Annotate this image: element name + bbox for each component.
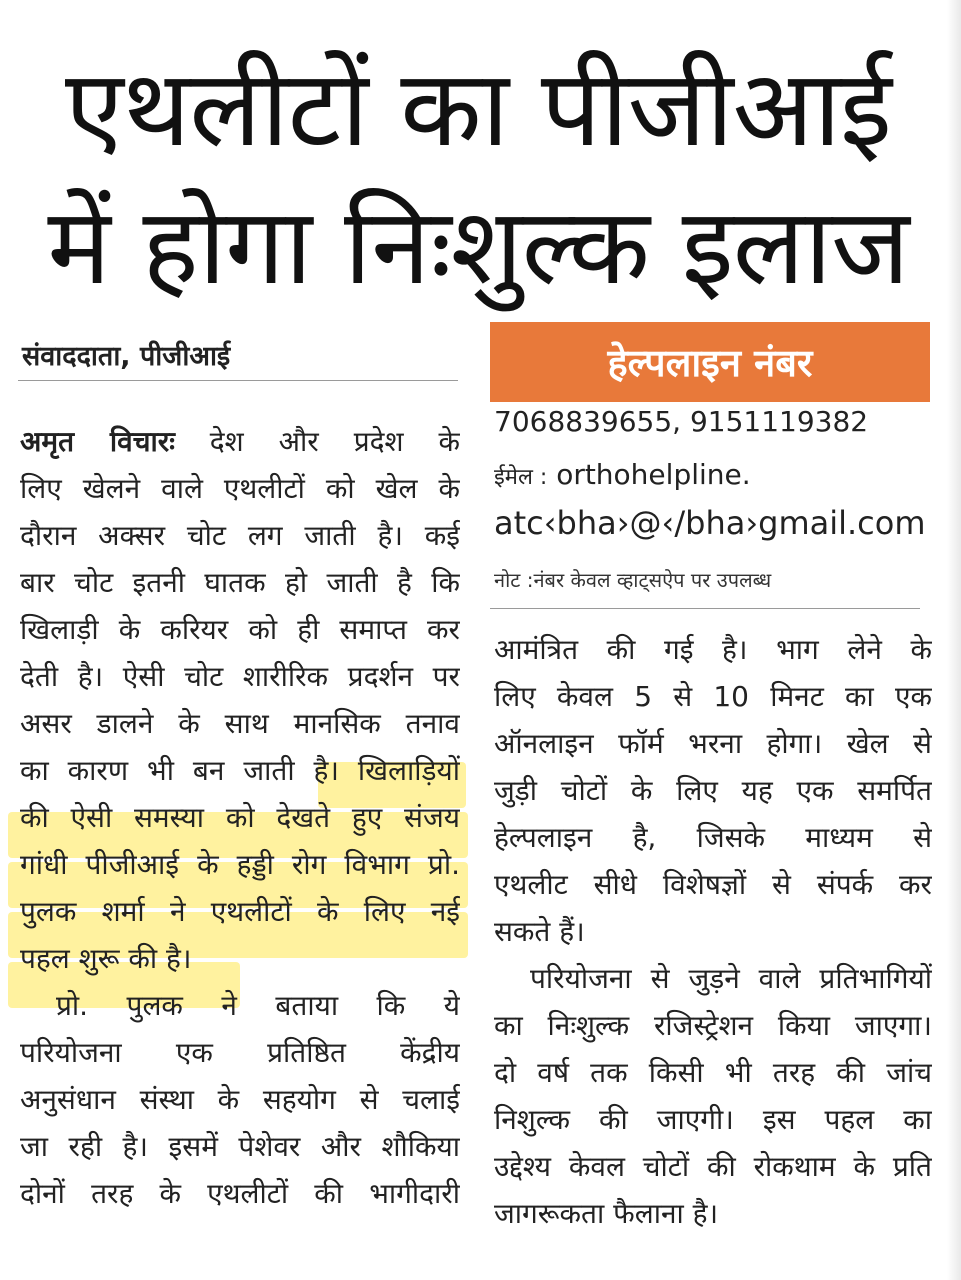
headline-line-1: एथलीटों का पीजीआई xyxy=(65,47,891,170)
text-line: परियोजना एक प्रतिष्ठित केंद्रीय xyxy=(20,1036,460,1069)
text-line: एथलीट सीधे विशेषज्ञों से संपर्क कर xyxy=(494,868,932,901)
headline-line-2: में होगा निःशुल्क इलाज xyxy=(47,185,909,308)
helpline-email-line-2: atc‹bha›@‹/bha›gmail.com xyxy=(494,504,926,542)
text-line: सकते हैं। xyxy=(494,915,585,948)
text-line: हेल्पलाइन है, जिसके माध्यम से xyxy=(494,821,932,854)
text-line: निशुल्क की जाएगी। इस पहल का xyxy=(494,1103,932,1136)
text-line: खिलाड़ी के करियर को ही समाप्त कर xyxy=(20,613,460,646)
helpline-note: नोट :नंबर केवल व्हाट्सऐप पर उपलब्ध xyxy=(494,568,772,592)
text-line: लिए खेलने वाले एथलीटों को खेल के xyxy=(20,472,460,505)
text-line: जा रही है। इसमें पेशेवर और शौकिया xyxy=(20,1130,460,1163)
text-line: दोनों तरह के एथलीटों की भागीदारी xyxy=(20,1177,460,1210)
byline: संवाददाता, पीजीआई xyxy=(22,341,231,372)
email-text-1: orthohelpline. xyxy=(556,458,751,491)
text-line: गांधी पीजीआई के हड्डी रोग विभाग प्रो. xyxy=(20,848,460,881)
text-line: देती है। ऐसी चोट शारीरिक प्रदर्शन पर xyxy=(20,660,460,693)
text-line: प्रो. पुलक ने बताया कि ये xyxy=(56,989,460,1022)
text-line: का निःशुल्क रजिस्ट्रेशन किया जाएगा। xyxy=(494,1009,932,1042)
page-edge-shadow xyxy=(947,0,961,1280)
right-column xyxy=(494,626,932,1237)
text-line: पहल शुरू की है। xyxy=(20,942,192,975)
text-line: दौरान अक्सर चोट लग जाती है। कई xyxy=(20,519,460,552)
left-column xyxy=(20,418,460,1217)
text-line: दो वर्ष तक किसी भी तरह की जांच xyxy=(494,1056,932,1089)
text-line: आमंत्रित की गई है। भाग लेने के xyxy=(494,633,932,666)
helpline-divider xyxy=(490,608,920,609)
helpline-title-box: हेल्पलाइन नंबर xyxy=(490,322,930,402)
text-line: का कारण भी बन जाती है। खिलाड़ियों xyxy=(20,754,460,787)
text-line: पुलक शर्मा ने एथलीटों के लिए नई xyxy=(20,895,460,928)
byline-divider xyxy=(18,380,458,381)
text-line: अनुसंधान संस्था के सहयोग से चलाई xyxy=(20,1083,460,1116)
text-line: जुड़ी चोटों के लिए यह एक समर्पित xyxy=(494,774,932,807)
helpline-email-line-1 xyxy=(494,458,751,491)
text-line: की ऐसी समस्या को देखते हुए संजय xyxy=(20,801,460,834)
text-line: ऑनलाइन फॉर्म भरना होगा। खेल से xyxy=(494,727,932,760)
email-label: ईमेल : xyxy=(494,465,548,490)
lead-label: अमृत विचारः xyxy=(20,425,175,458)
helpline-phones: 7068839655, 9151119382 xyxy=(494,405,869,438)
text-line: बार चोट इतनी घातक हो जाती है कि xyxy=(20,566,460,599)
text-line: अमृत विचारः देश और प्रदेश के xyxy=(20,425,460,458)
text-line: उद्देश्य केवल चोटों की रोकथाम के प्रति xyxy=(494,1150,932,1183)
text-line: जागरूकता फैलाना है। xyxy=(494,1197,719,1230)
text-line: असर डालने के साथ मानसिक तनाव xyxy=(20,707,460,740)
text-line: परियोजना से जुड़ने वाले प्रतिभागियों xyxy=(530,962,932,995)
text-line: लिए केवल 5 से 10 मिनट का एक xyxy=(494,680,932,713)
headline xyxy=(18,40,938,316)
